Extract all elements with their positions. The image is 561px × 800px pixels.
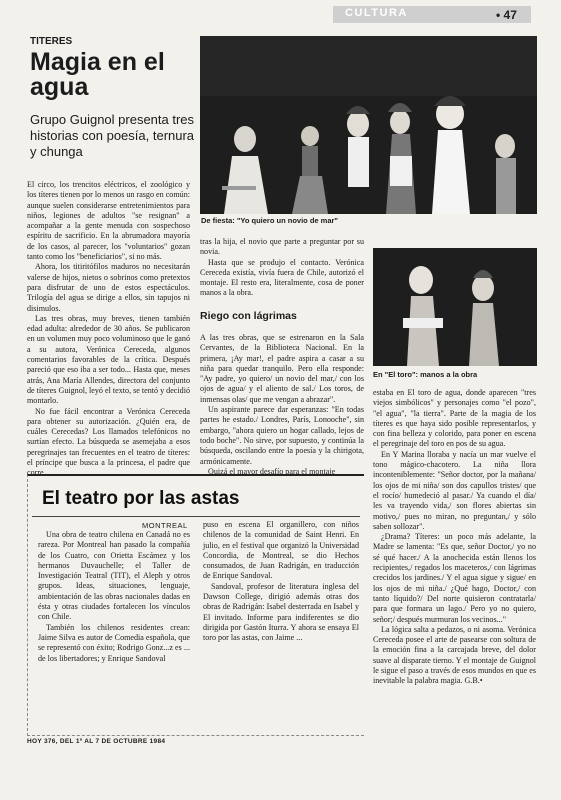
subheading-riego: Riego con lágrimas [200,310,297,322]
photo-puppets-toro [373,248,537,366]
paragraph: tras la hija, el novio que parte a preguntar por su novia. [200,237,364,257]
paragraph: En Y Marina lloraba y nacía un mar vuelve el tono mágico-chacotero. La niña llora inconteniblemente: "Señor doctor, por la mañana/ los ojos de mi niña/ son dos capullos tristes/ que el rocío/ humedeció al pasar./ Ya cuando el día/ les va trayendo vida,/ son flores abiertas sin motivo,/ pues no miran, no preguntan,/ y sólo saben sollozar". [373,449,536,531]
article-column-2-top [200,237,364,301]
box-dateline: MONTREAL [142,521,188,530]
section-label: CULTURA [345,7,408,19]
paragraph: Sandoval, profesor de literatura inglesa del Dawson College, dirigió además otras dos obras de Radrigán: Isabel desterrada en Isabel y El invitado. Informe para indiferentes se dio dirigida por Gastón Iturra. Y ahora se ensaya El toro por las astas, con Jaime ... [203,581,359,643]
paragraph: A las tres obras, que se estrenaron en la Sala Cervantes, de la Biblioteca Nacional. En la primera, ¡Ay mar!, el padre aspira a casar a su niña para quedar tranquilo. Pero ella responde: "Ay padre, yo quiero/ un novio del mar,/ con los ojos de agua/ y el aliento de sal./ Los toros, de inmensas olas/ que me vengan a abrazar". [200,333,364,404]
article-column-1 [27,180,190,478]
article-column-2-bottom [200,333,364,476]
photo-puppets-fiesta [200,36,537,214]
paragraph: Hasta que se produjo el contacto. Verónica Cereceda existía, vivía fuera de Chile, autorizó el montaje. El resto era, literalmente, cosa de poner manos a la obra. [200,257,364,298]
box-column-2 [203,520,359,728]
article-subhead: Grupo Guignol presenta tres historias con poesía, ternura y chunga [30,112,195,159]
box-title: El teatro por las astas [42,488,240,509]
paragraph: puso en escena El organillero, con niños chilenos de la comunidad de Saint Henri. En julio, en el festival que organizó la Universidad Concordia, de Montreal, se dio Hechos consumados, de Juan Radrigán, en traducción de Enrique Sandoval. [203,520,359,581]
paragraph: El circo, los trencitos eléctricos, el zoológico y los títeres tienen por lo menos un rasgo en común: aunque suelen considerarse entretenimientos para niños, legiones de adultos "se resignan" a acompañar a la gente menuda con sospechoso espíritu de sacrificio. En la abrumadora mayoría de los casos, al parecer, los "voluntarios" gozan tanto como los "beneficiarios", si no más. [27,180,190,262]
box-column-1 [38,530,190,728]
article-kicker: TITERES [30,36,73,47]
paragraph: Quizá el mayor desafío para el montaje [208,466,336,476]
paragraph: También los chilenos residentes crean: Jaime Silva es autor de Comedia española, que se representó con éxito; Rodrigo Gonz...z es ... de los libertadores; y Enrique Sandoval [38,622,190,663]
article-column-3 [373,388,536,724]
page-footer: HOY 376, DEL 1º AL 7 DE OCTUBRE 1984 [27,738,166,745]
paragraph: ¿Drama? Títeres: un poco más adelante, la Madre se lamenta: "Es que, señor Doctor,/ yo no sé qué hacer./ A la anochecida están llenos los recipientes,/ regados los maceteros,/ con lágrimas crecidos los jardines./ Y el agua sigue y sigue/ en los ojos de mi niña./ ¿Qué hago, Doctor,/ con tanto líquido?/ Del norte quisieron contratarla/ para que formara un lago./ Pero yo no quiero, señor;/ después murmuran los vecinos..." [373,532,536,624]
sidebar-box [27,474,364,736]
photo-caption-fiesta: De fiesta: "Yo quiero un novio de mar" [201,216,338,225]
paragraph: No fue fácil encontrar a Verónica Cereceda para obtener su autorización. ¿Quién era, de cuáles Cerecedas? Los llamados telefónicos no surtían efecto. La búsqueda se asemejaba a esos peregrinajes tan frecuentes en el teatro de títeres: el príncipe que busca a la princesa, el padre que corre [27,406,190,478]
article-headline: Magia en el agua [30,48,165,101]
box-divider [32,516,360,517]
paragraph: estaba en El toro de agua, donde aparecen "tres viejos simbólicos" y personajes como "el pozo", "el agua", "la tierra". Parte de la magia de los títeres es que haya sido posible representarlos, y con fina belleza y colorido, para poner en escena el peregrinaje del toro en pos de su agua. [373,388,536,449]
paragraph: Ahora, los titiritófilos maduros no necesitarán valerse de hijos, nietos o sobrinos como pretextos para disfrutar de uno de estos espectáculos. Trilogía del agua se dirige a ellos, sin tapujos ni disimulos. [27,262,190,313]
page-number: • 47 [496,8,517,22]
photo-caption-toro: En "El toro": manos a la obra [373,370,478,379]
paragraph: Un aspirante parece dar esperanzas: "En todas partes he estado./ Londres, París, Lonooche", sin embargo, "ahora quiero un hogar callado, lejos de todo boche". No sirve, por supuesto, y continúa la búsqueda, oscilando entre la poesía y la chirigota, armónicamente. [200,405,364,466]
paragraph: Las tres obras, muy breves, tienen también edad adulta: alrededor de 30 años. Se publicaron en un volumen muy poco voluminoso que le ganó a su autora, Verónica Cereceda, algunos comentarios favorables de la crítica. Después pareció que eso iba a ser todo... Hasta que, meses atrás, Ana María Allendes, directora del conjunto de títeres Guignol, leyó el texto, se tentó y decidió montarlo. [27,313,190,406]
paragraph: La lógica salta a pedazos, o ni asoma. Verónica Cereceda posee el arte de pasearse con soltura de la emoción fina a la carcajada breve, del dolor suave al disparate tierno. Y el montaje de Guignol le sigue el paso a través de esos mundos en que es inevitable la palabra magia. G.B.• [373,624,536,686]
paragraph: Una obra de teatro chilena en Canadá no es rareza. Por Montreal han pasado la compañía de los Cuatro, con Orietta Escámez y los hermanos Duvauchelle; el Taller de Investigación Teatral (TIT), el Aleph y otros grupos. Ideas, situaciones, lenguaje, ambientación de las obras nacionales dadas en ésta y otras ciudades fortalecen los vínculos con Chile. [38,530,190,622]
